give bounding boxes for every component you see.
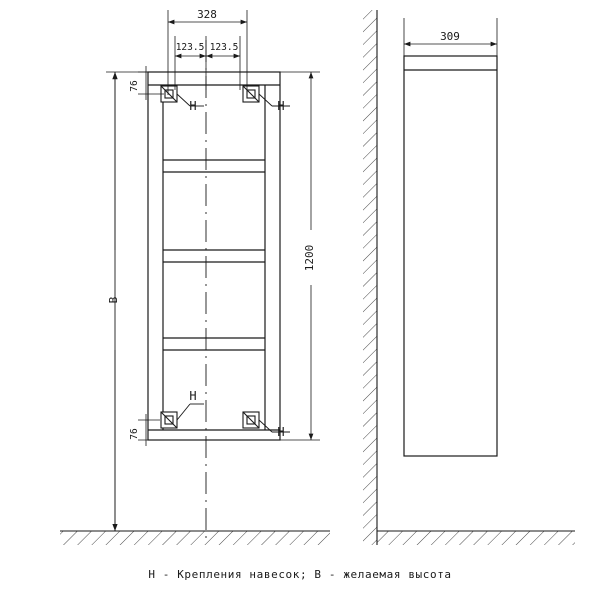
label-cabinet-height: 1200 — [303, 244, 316, 272]
label-mount-top-right: H — [277, 99, 285, 113]
label-depth: 309 — [440, 30, 460, 43]
cabinet-side-outline — [404, 56, 497, 456]
drawing-caption: H - Крепления навесок; B - желаемая высота — [148, 568, 452, 581]
label-mount-top-left: H — [189, 99, 197, 113]
label-top-mount-offset: 76 — [129, 80, 140, 92]
label-bottom-mount-offset: 76 — [129, 428, 140, 440]
label-mount-bottom-right: H — [277, 425, 285, 439]
floor-hatch-left — [60, 531, 330, 545]
side-view-group — [363, 10, 575, 545]
cabinet-front-outline — [148, 72, 280, 440]
label-mount-bottom-left: H — [189, 389, 197, 403]
front-view-group — [60, 10, 330, 545]
label-half-width-left: 123.5 — [175, 42, 205, 53]
mount-bracket-bottom-left — [161, 412, 177, 428]
label-overall-width: 328 — [197, 8, 217, 21]
label-half-width-right: 123.5 — [209, 42, 239, 53]
mount-bracket-bottom-right — [243, 412, 259, 428]
mount-bracket-top-right — [243, 86, 259, 102]
floor-hatch-right — [377, 531, 575, 545]
wall-hatch — [363, 10, 377, 545]
label-desired-height: B — [107, 296, 120, 304]
